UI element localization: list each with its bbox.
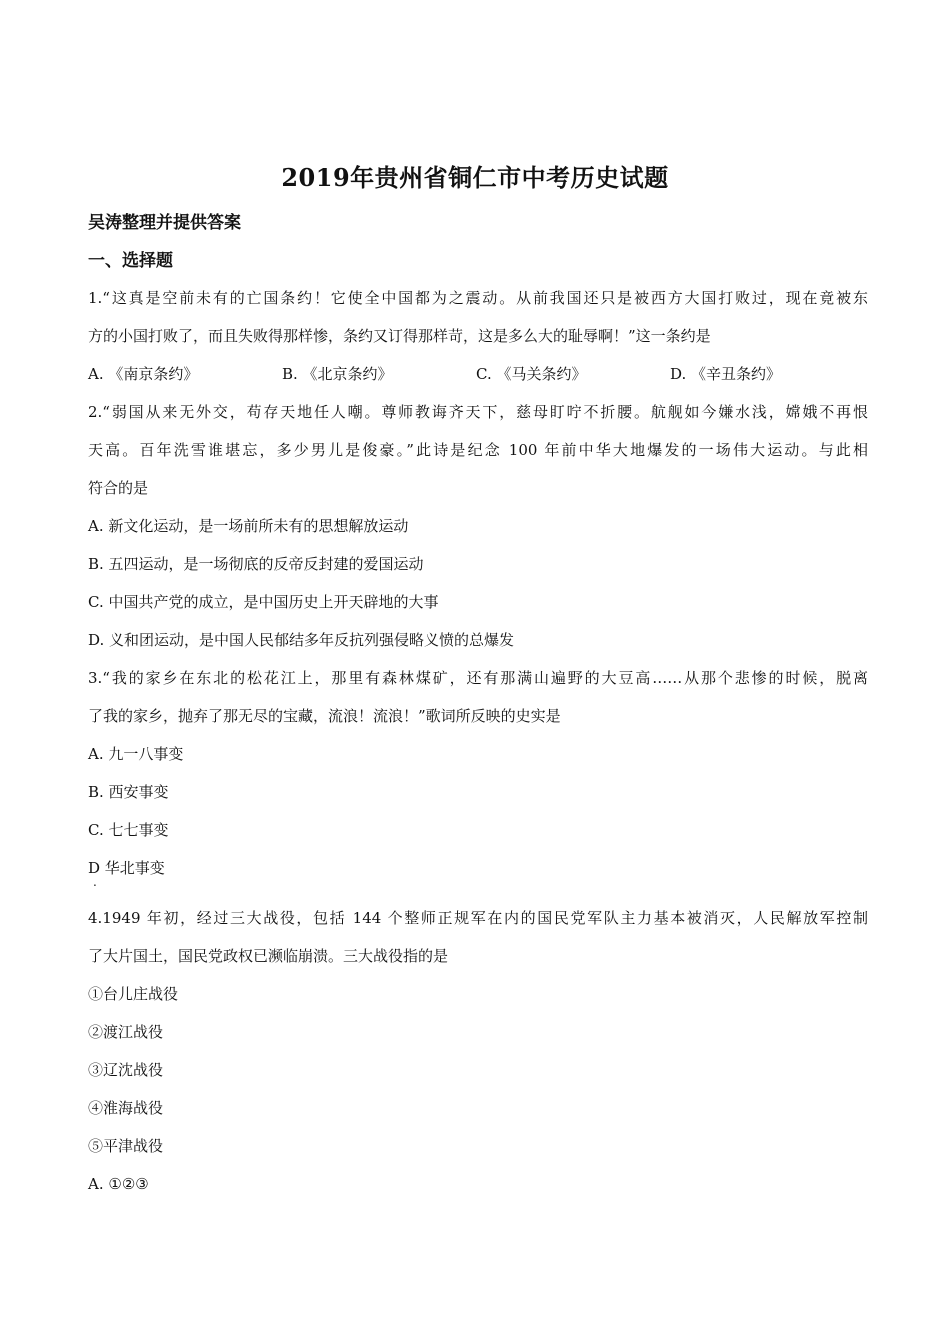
question-1-text-line-2: 方的小国打败了，而且失败得那样惨，条约又订得那样苛，这是多么大的耻辱啊！”这一条约是 (88, 327, 711, 345)
question-4-item-2: ②渡江战役 (88, 1023, 164, 1041)
question-1-option-b[interactable]: B. 《北京条约》 (282, 365, 393, 383)
question-4-option-a[interactable]: A. ①②③ (88, 1175, 149, 1193)
question-3-text-line-1: 3.“我的家乡在东北的松花江上，那里有森林煤矿，还有那满山遍野的大豆高……从那个悲惨的时候，脱离 (88, 669, 868, 687)
question-2-option-d[interactable]: D. 义和团运动，是中国人民郁结多年反抗列强侵略义愤的总爆发 (88, 631, 515, 649)
question-1-option-c[interactable]: C. 《马关条约》 (476, 365, 587, 383)
page-title: 2019年贵州省铜仁市中考历史试题 (281, 163, 669, 192)
question-2-text-line-1: 2.“弱国从来无外交，苟存天地任人嘲。尊师教诲齐天下，慈母盯咛不折腰。航舰如今嫌水浅，嫦娥不再恨 (88, 403, 868, 421)
question-4-item-1: ①台儿庄战役 (88, 985, 179, 1003)
question-1-option-a[interactable]: A. 《南京条约》 (88, 365, 199, 383)
section-heading: 一、选择题 (88, 251, 173, 271)
author-note: 吴涛整理并提供答案 (88, 213, 241, 233)
question-3-option-b[interactable]: B. 西安事变 (88, 783, 169, 801)
question-4-text-line-1: 4.1949 年初，经过三大战役，包括 144 个整师正规军在内的国民党军队主力基本被消灭，人民解放军控制 (88, 909, 868, 927)
question-1-text-line-1: 1.“这真是空前未有的亡国条约！它使全中国都为之震动。从前我国还只是被西方大国打败过，现在竟被东 (88, 289, 868, 307)
question-1-option-d[interactable]: D. 《辛丑条约》 (670, 365, 782, 383)
question-3-option-a[interactable]: A. 九一八事变 (88, 745, 184, 763)
question-3-text-line-2: 了我的家乡，抛弃了那无尽的宝藏，流浪！流浪！”歌词所反映的史实是 (88, 707, 561, 725)
question-3-option-d[interactable]: D 华北事变 (88, 859, 165, 877)
stray-dot: . (93, 875, 97, 889)
question-4-item-5: ⑤平津战役 (88, 1137, 164, 1155)
question-2-text-line-3: 符合的是 (88, 479, 149, 497)
question-2-text-line-2: 天高。百年洗雪谁堪忘，多少男儿是俊豪。”此诗是纪念 100 年前中华大地爆发的一场伟大运动。与此相 (88, 441, 868, 459)
question-2-option-c[interactable]: C. 中国共产党的成立，是中国历史上开天辟地的大事 (88, 593, 439, 611)
question-4-item-4: ④淮海战役 (88, 1099, 164, 1117)
question-4-text-line-2: 了大片国土，国民党政权已濒临崩溃。三大战役指的是 (88, 947, 449, 965)
question-2-option-b[interactable]: B. 五四运动，是一场彻底的反帝反封建的爱国运动 (88, 555, 424, 573)
question-2-option-a[interactable]: A. 新文化运动，是一场前所未有的思想解放运动 (88, 517, 409, 535)
question-3-option-c[interactable]: C. 七七事变 (88, 821, 169, 839)
question-4-item-3: ③辽沈战役 (88, 1061, 164, 1079)
